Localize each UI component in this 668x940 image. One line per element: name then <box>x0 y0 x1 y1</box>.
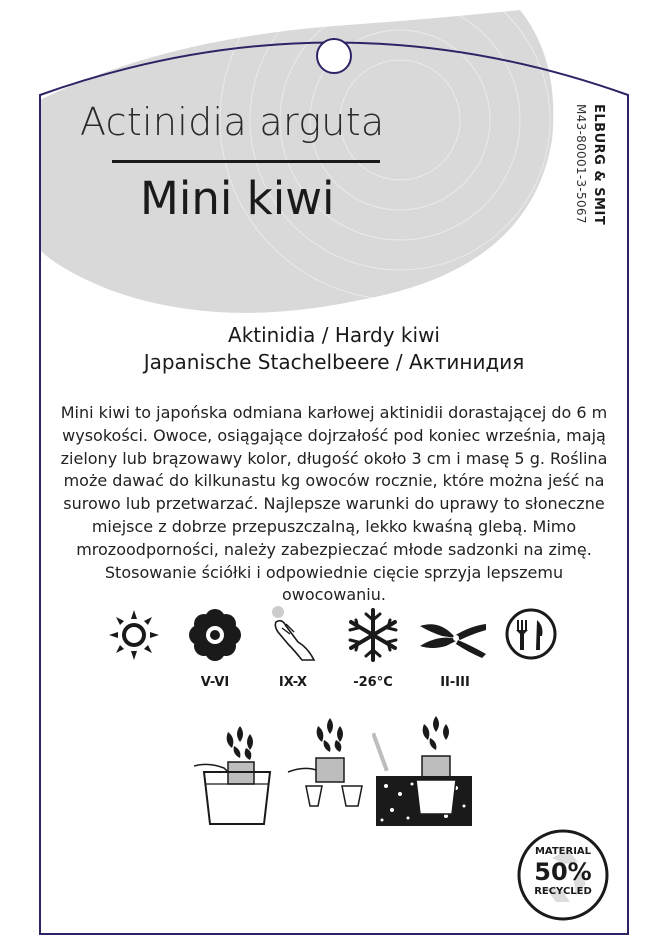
alternate-names <box>0 322 668 376</box>
product-code: M43-80001-3-5067 <box>574 104 588 224</box>
hanging-hole <box>317 39 351 73</box>
pruning-shears-icon <box>418 616 488 660</box>
brand-block <box>560 104 620 254</box>
latin-name: Actinidia arguta <box>80 100 385 144</box>
plant-description: Mini kiwi to japońska odmiana karłowej aktinidii dorastającej do 6 m wysokości. Owoce, osiągające dojrzałość pod koniec września, mają zielony lub brązowawy kolor, długość około 3 cm i masę 5 g. Roślina może dawać do kilkunastu kg owoców rocznie, które można jeść na surowo lub przetwarzać. Najlepsze warunki do uprawy to słoneczne miejsce z dobrze przepuszczalną, lekko kwaśną glebą. Mimo mrozoodporności, należy zabezpieczać młode sadzonki na zimę. Stosowanie ściółki i odpowiednie cięcie sprzyja lepszemu owocowaniu. <box>60 403 608 605</box>
recycled-percent: 50% <box>534 858 592 886</box>
recycled-line2: RECYCLED <box>534 886 592 897</box>
hardiness-label: -26°C <box>353 675 393 690</box>
flowering-period-label: V-VI <box>200 675 230 690</box>
recycled-line1: MATERIAL <box>534 846 592 857</box>
flower-icon <box>188 608 242 662</box>
pruning-period-label: II-III <box>440 675 470 690</box>
edible-cutlery-icon <box>504 606 558 662</box>
remove-pot-icon <box>286 716 372 812</box>
seed-hand-icon <box>268 604 318 662</box>
alias-line: Aktinidia / Hardy kiwi <box>228 323 440 347</box>
alias-line: Japanische Stachelbeere / Актинидия <box>143 350 525 374</box>
common-name: Mini kiwi <box>140 172 335 225</box>
brand-logo: ELBURG & SMIT <box>591 104 606 226</box>
recycled-material-badge <box>516 828 610 922</box>
soak-pot-in-water-icon <box>194 722 280 826</box>
title-divider <box>112 160 380 163</box>
harvest-period-label: IX-X <box>278 675 308 690</box>
snowflake-icon <box>346 608 400 662</box>
sun-icon <box>109 610 159 660</box>
plant-in-soil-icon <box>372 714 476 828</box>
